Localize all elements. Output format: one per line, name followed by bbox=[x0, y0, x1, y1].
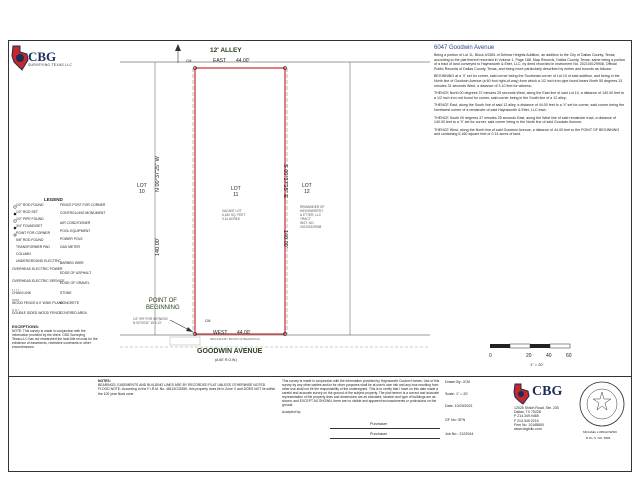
legend-item: DOUBLE SIDED WOOD FENCE bbox=[12, 311, 62, 315]
scale-tick: 60 bbox=[566, 353, 572, 359]
east-line-distance: 140.00' bbox=[282, 230, 288, 248]
legend-item: BARBED WIRE bbox=[60, 261, 84, 265]
purchaser-line-1: Purchaser bbox=[370, 422, 388, 426]
company-logo: CBG bbox=[28, 49, 57, 64]
legend-item: 5/8" ROD FOUND bbox=[16, 238, 44, 242]
texas-logo-icon bbox=[512, 382, 532, 406]
legal-description: Being a portion of Lot 11, Block 4/2851 of Delmar Heights Addition, an addition to the City of Dallas County, Texas, according to the plat thereof recorded in Volume 1, Page 188, Map Records, Dallas County, Texas, same being a portion of a tract of land conveyed to Haynsworth & Etter, LLC, by deed recorded in Instrument No. 202100129908, Official Public Records of Dallas County, Texas, and being more particularly described by metes and bounds as follows: BEGINNING at a 'X' set for corner, said corner being the Southeast corner of Lot 10 of said addition, and being in the North line of Goodwin Avenue (a 60 foot right-of-way) from which a 1/2 inch iron pipe found bears North 50 degrees 13 minutes 31 seconds West, a distance of 3.10 feet for witness; THENCE North 00 degrees 37 minutes 25 seconds West, along the East line of said Lot 10, a distance of 140.00 feet to a 1/2 inch iron rod found for corner, said corner being in the South line of a 12 alley; THENCE East, along the South line of said 12 alley, a distance of 44.00 feet to a 'X' set for corner, said corner being the Northwest corner of a remainder of said Haynsworth & Etter, LLC tract; THENCE South 00 degrees 37 minutes 25 seconds East, along the West line of said remainder tract, a distance of 140.00 feet to a 'X' set for corner, said corner being in the North line of said Goodwin Avenue; THENCE West, along the North line of said Goodwin Avenue, a distance of 44.00 feet to the POINT OF BEGINNING and containing 6,160 square feet or 0.14 acres of land. bbox=[434, 53, 626, 137]
seal-name: MICHAEL LUBCHOWSKI bbox=[583, 430, 618, 434]
legend-item: COVERED AREA bbox=[60, 311, 87, 315]
lot-11-label: LOT 11 bbox=[231, 186, 241, 198]
exceptions-text: NOTE: This survey is made in conjunction with the information provided by the client. CBG Surveying Texas,LLC has not researched the land title records for the existence of easements, restrictive covenants or other encumbrances. bbox=[12, 328, 98, 349]
scale-bar bbox=[480, 342, 600, 362]
notes-block: NOTES: BEARINGS, EASEMENTS AND BUILDING LINES ARE BY RECORDED PLAT UNLESS OTHERWISE NOTED. FLOOD NOTE: According to the F.I.R.M. No. 48113C0335K, this property does lie in Zone X and DOES NOT lie within the 100 year flood zone. bbox=[98, 379, 276, 396]
legend-item: 3/4" FOUND/SET bbox=[16, 224, 43, 228]
lot-10-label: LOT 10 bbox=[137, 183, 147, 195]
west-line-distance: 140.00' bbox=[155, 238, 161, 256]
street-distance: 44.00' bbox=[237, 330, 251, 336]
legend-item: GAS METER bbox=[60, 245, 80, 249]
legend-item: CONCRETE bbox=[60, 301, 80, 305]
legend-item: FENCE POST FOR CORNER bbox=[60, 203, 106, 207]
legend-item: POINT FOR CORNER bbox=[16, 231, 51, 235]
point-of-beginning-label: POINT OF BEGINNING bbox=[146, 298, 180, 311]
notes-title: NOTES: bbox=[98, 379, 111, 383]
exceptions-block bbox=[12, 325, 98, 349]
lot-12-label: LOT 12 bbox=[302, 183, 312, 195]
exceptions-title: EXCEPTIONS: bbox=[12, 324, 40, 329]
scale-tick: 20 bbox=[526, 353, 532, 359]
scale-label: 1" = 20' bbox=[530, 362, 544, 367]
legend-item: 1/2" PIPE FOUND bbox=[16, 217, 44, 221]
east-line-bearing: S 00°37'25" E bbox=[282, 164, 288, 198]
legend-item: WOOD FENCE 6.0' WIDE PLANK bbox=[12, 301, 64, 305]
remainder-tract-note: REMAINDER OF HAYNSWORTH & ETTER, LLC TRACT INST. NO. 202100129908 bbox=[300, 205, 325, 229]
scale-tick: 40 bbox=[546, 353, 552, 359]
legend-item: UNDERGROUND ELECTRIC bbox=[16, 259, 61, 263]
legend-item: CONTROLLING MONUMENT bbox=[60, 211, 106, 215]
legend-item: STONE bbox=[60, 291, 72, 295]
lot-area-note: VACANT LOT 6,160 SQ. FEET 0.14 ACRES bbox=[222, 209, 246, 221]
drawing-scale: Scale: 1" = 20' bbox=[445, 392, 469, 396]
legend-item: OVERHEAD ELECTRIC SERVICE bbox=[12, 279, 65, 283]
legend-item: COLUMN bbox=[16, 252, 31, 256]
witness-rod-note: 1/2" IRF FOR WITNESS N 00°03'31" W 3.13' bbox=[133, 317, 168, 325]
legend-item: EDGE OF ASPHALT bbox=[60, 271, 92, 275]
rpls-number: R.P.L.S. NO. 6584 bbox=[586, 436, 611, 440]
property-address-title: 6047 Goodwin Avenue bbox=[434, 45, 495, 51]
legend-item: POWER POLE bbox=[60, 237, 83, 241]
legend-item: AIR CONDITIONER bbox=[60, 221, 91, 225]
scale-tick: 0 bbox=[489, 353, 492, 359]
certification-block: This survey is made in conjunction with the information provided by Haynsworth Custom Homes. Use of this survey by any other parties and/or for other purposes shall be at user's own risk and any loss resulting from other use shall not be the responsibility of the undersigned. This is to certify that I have on this date made a careful and accurate survey on the ground of the subject property. The plat hereon is a correct and accurate representation of the property lines and dimensions are as indicated; location and type of buildings are as shown; and EXCEPT AS SHOWN, there are no visible and apparent encroachments or protrusions on the ground. Accepted by: bbox=[282, 379, 440, 414]
alley-title: 12' ALLEY bbox=[210, 47, 242, 54]
cm-label-sw: CM bbox=[205, 319, 211, 323]
drawn-by: Drawn By: JCM bbox=[445, 380, 470, 384]
legend-item: EDGE OF GRAVEL bbox=[60, 281, 90, 285]
legend-item: POOL EQUIPMENT bbox=[60, 229, 91, 233]
legend-item: 1/2" ROD FOUND bbox=[16, 203, 44, 207]
surveyor-seal-icon bbox=[578, 380, 626, 428]
boundary-line bbox=[195, 68, 285, 334]
texas-logo-icon bbox=[10, 44, 30, 74]
alley-distance: 44.00' bbox=[236, 58, 250, 64]
job-number: Job No.: 2122044 bbox=[445, 432, 474, 436]
legend-item: OVERHEAD ELECTRIC POWER bbox=[12, 267, 63, 271]
bottom-divider bbox=[8, 376, 632, 377]
legend-item: TRANSFORMER PAD bbox=[16, 245, 50, 249]
survey-date: Date: 10/29/2021 bbox=[445, 404, 473, 408]
street-row: (A 60' R.O.W.) bbox=[215, 358, 238, 362]
legend-item: CHAIN LINK bbox=[12, 291, 32, 295]
street-title: GOODWIN AVENUE bbox=[197, 348, 263, 355]
basis-of-bearings: (BOUNDARY BASIS OF BEARINGS) bbox=[210, 337, 260, 341]
legend-title: LEGEND bbox=[44, 197, 63, 202]
street-bearing: WEST bbox=[213, 330, 228, 336]
west-line-bearing: N 00°37'25" W bbox=[155, 156, 161, 192]
purchaser-line-2: Purchaser bbox=[370, 432, 388, 436]
company-logo-bottom: CBG bbox=[532, 384, 563, 399]
alley-bearing: EAST bbox=[213, 58, 227, 64]
cm-label-nw: CM bbox=[186, 59, 192, 63]
company-address: 12025 Shiloh Road, Ste. 230 Dallas, TX 75228 P 214.349.9485 F 214.349.2216 Firm No. 10168800 www.cbgtxllc.com bbox=[514, 406, 559, 432]
company-tagline: SURVEYING TEXAS LLC bbox=[28, 63, 73, 67]
legend-item: 1/2" ROD SET bbox=[16, 210, 38, 214]
gf-number: GF No: GFN bbox=[445, 418, 466, 422]
